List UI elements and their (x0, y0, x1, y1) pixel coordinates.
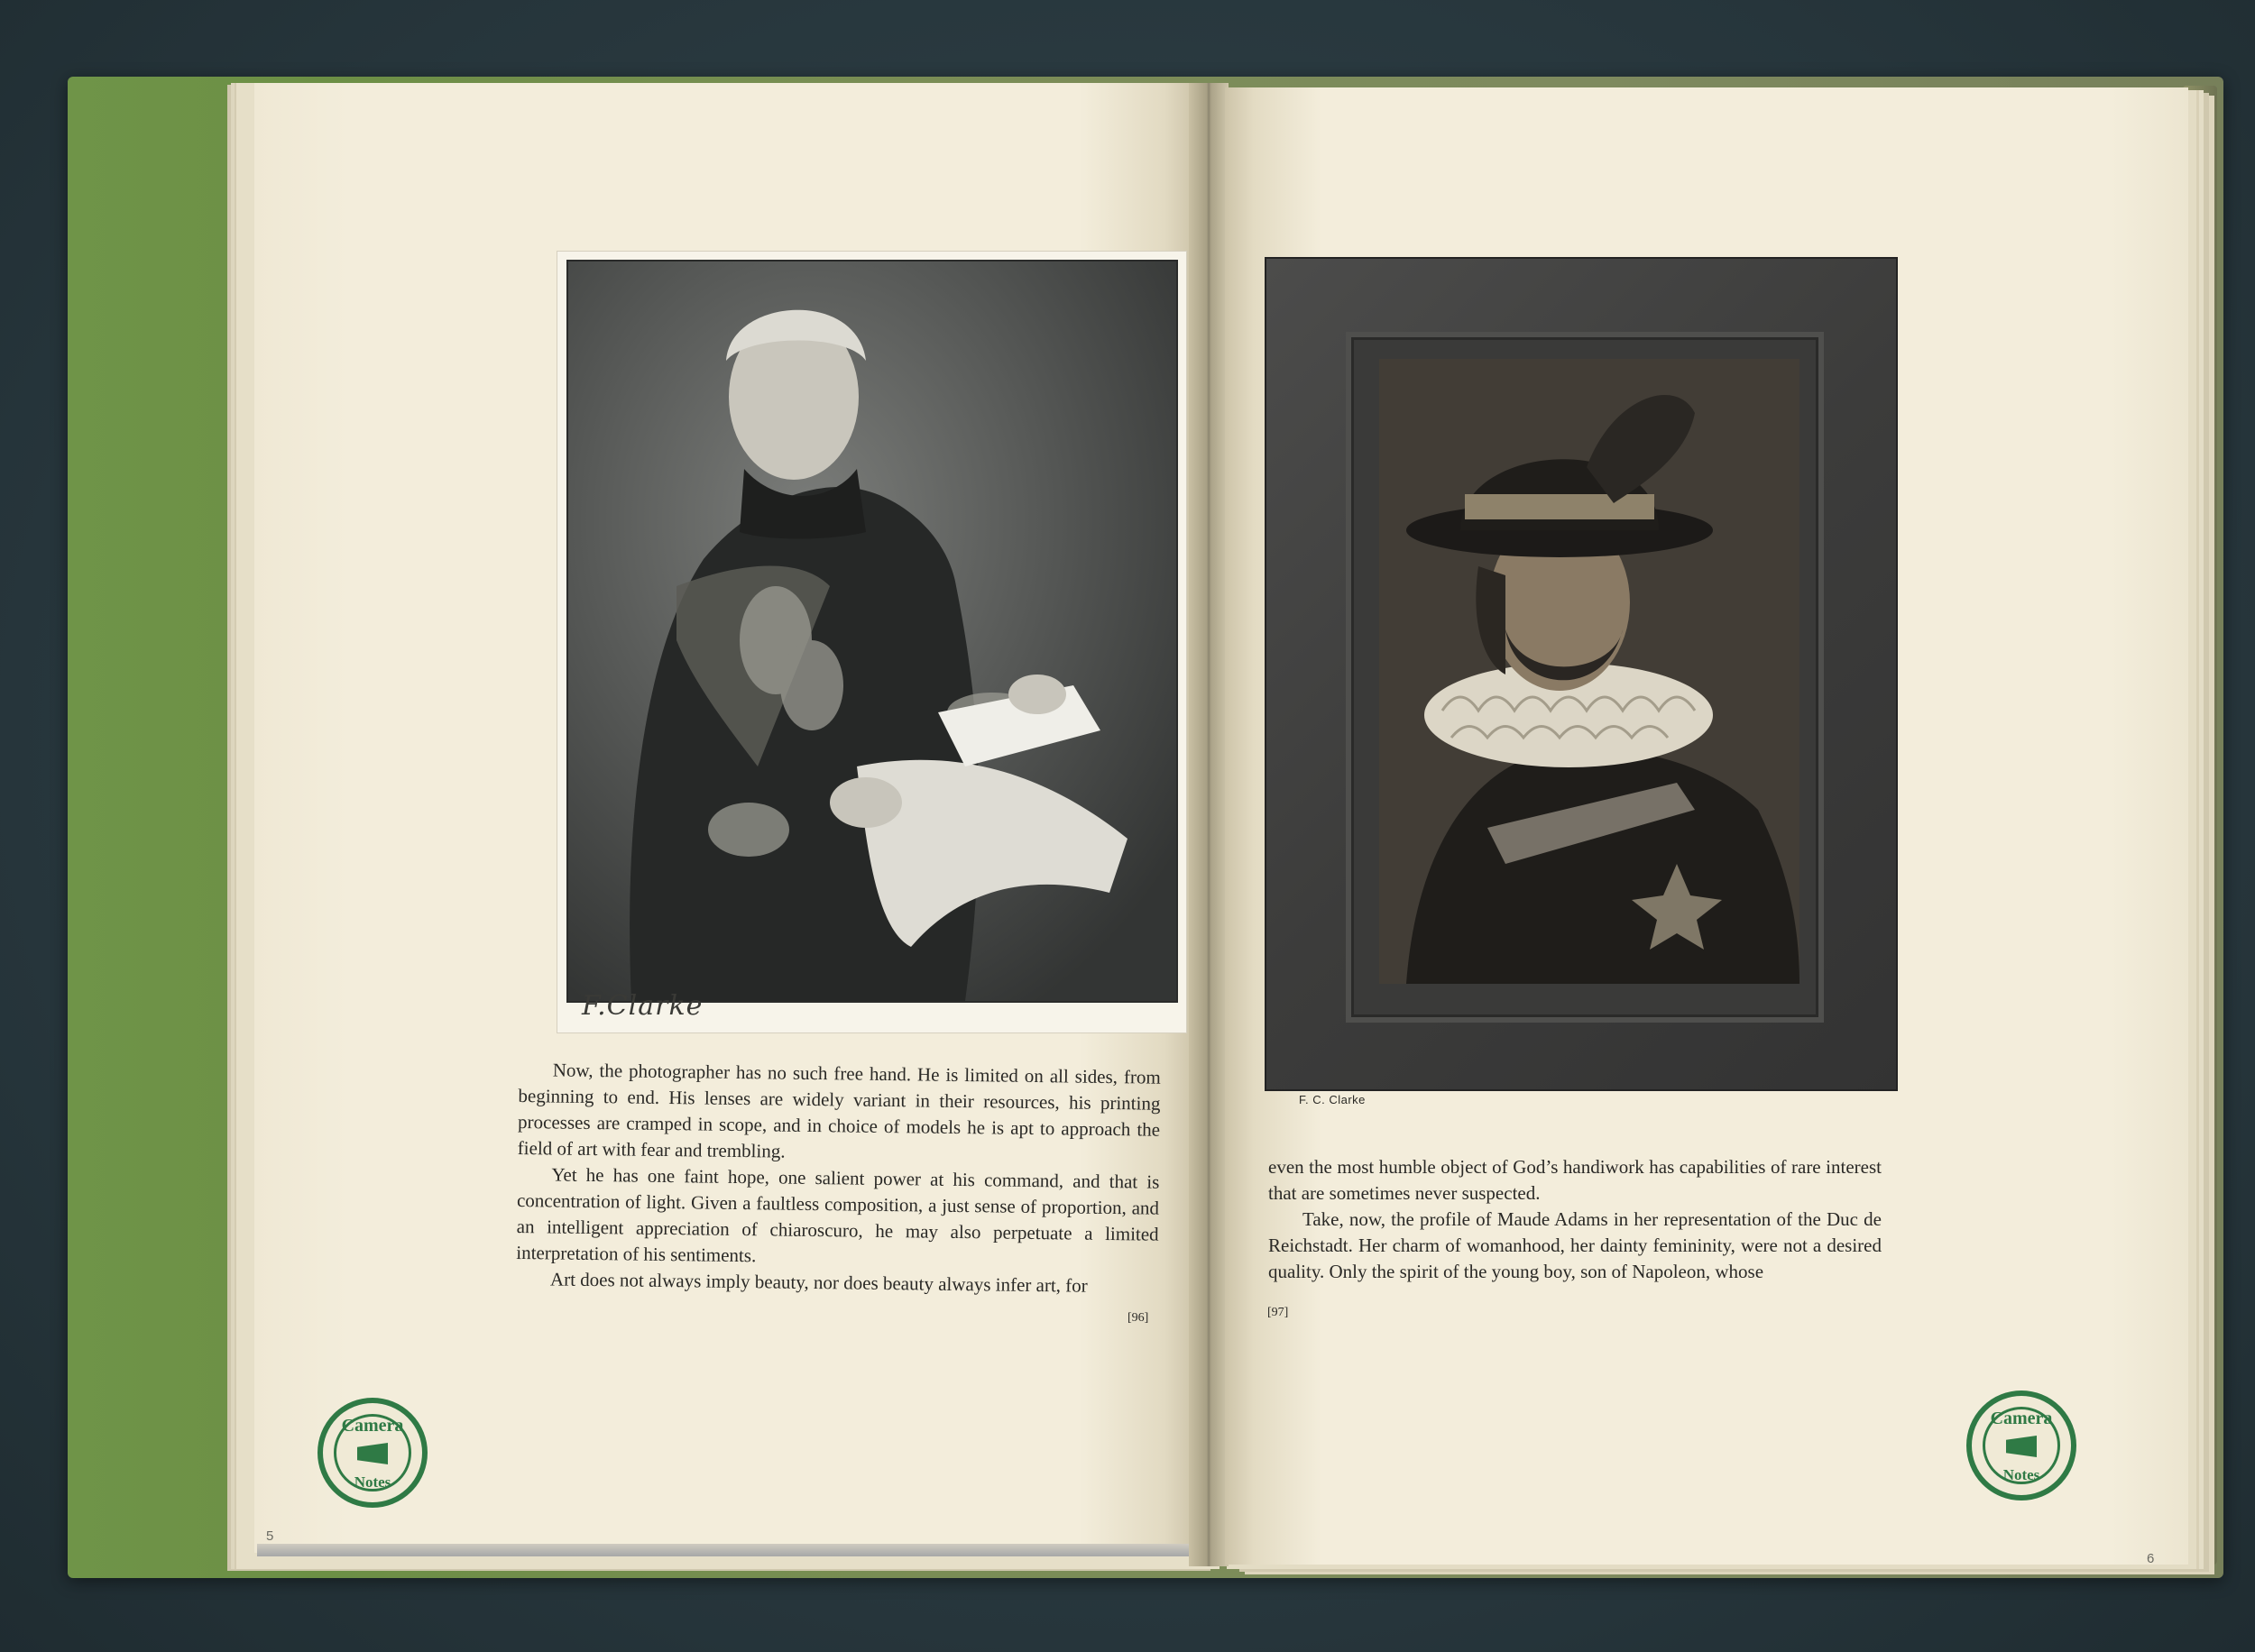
corner-number-left: 5 (266, 1528, 274, 1544)
camera-notes-stamp-left (318, 1398, 428, 1508)
photo-signature: F.Clarke (582, 990, 704, 1022)
right-photo-portrait (1379, 359, 1799, 984)
book-gutter (1189, 83, 1229, 1566)
portrait-cavalier-illustration (1379, 359, 1799, 984)
corner-number-right: 6 (2147, 1551, 2155, 1566)
page-number-right: [97] (1267, 1306, 1289, 1319)
photo-caption: F. C. Clarke (1299, 1093, 1366, 1106)
portrait-figure-illustration (568, 262, 1176, 1001)
paragraph: Take, now, the profile of Maude Adams in her representation of the Duc de Reichstadt. Her charm of womanhood, her dainty femininity, were not a desired quality. Only the spirit of the young boy, son of Napoleon, whose (1268, 1208, 1882, 1282)
stamp-top-text: Camera (1990, 1409, 2053, 1428)
paragraph: Art does not always imply beauty, nor does beauty always infer art, for (549, 1268, 1088, 1297)
page-number-left: [96] (1128, 1311, 1149, 1325)
left-page-text (516, 1057, 1161, 1300)
stamp-top-text: Camera (341, 1416, 404, 1436)
paragraph: even the most humble object of God’s handiwork has capabilities of rare interest that are sometimes never suspected. (1268, 1156, 1882, 1204)
left-photo-portrait (566, 260, 1178, 1003)
paragraph: Yet he has one faint hope, one salient power at his command, and that is concentration of light. Given a faultless composition, a just sense of proportion, and an intelligent appreciation of chiaroscuro, he may also perpetuate a limited interpretation of his sentiments. (516, 1163, 1160, 1267)
left-page-bottom-edge (257, 1544, 1193, 1556)
stamp-bottom-text: Notes (354, 1473, 391, 1491)
stamp-bottom-text: Notes (2002, 1466, 2040, 1483)
camera-notes-stamp-right (1966, 1390, 2076, 1501)
paragraph: Now, the photographer has no such free hand. He is limited on all sides, from beginning to end. His lenses are widely variant in their resources, his printing processes are cramped in scope, and in choice of models he is apt to approach the field of art with fear and trembling. (517, 1059, 1161, 1162)
right-page-text (1268, 1154, 1882, 1285)
